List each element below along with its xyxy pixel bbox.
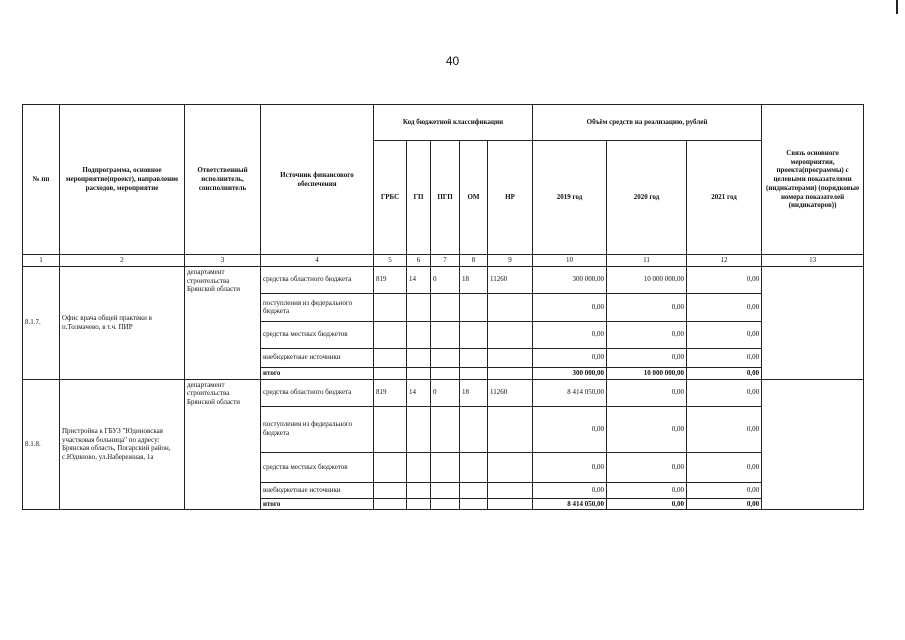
header-executor: Ответственный исполнитель, соисполнитель: [185, 105, 261, 255]
amount-2019: 300 000,00: [533, 266, 607, 293]
grbs-cell: 819: [374, 379, 407, 406]
amount-2019: 300 000,00: [533, 367, 607, 379]
header-2020: 2020 год: [607, 141, 687, 255]
om-cell: 18: [460, 266, 488, 293]
grbs-cell: [374, 482, 407, 498]
column-index: 12: [687, 255, 762, 267]
column-index: 8: [460, 255, 488, 267]
gp-cell: [407, 482, 431, 498]
om-cell: [460, 482, 488, 498]
grbs-cell: 819: [374, 266, 407, 293]
amount-2019: 8 414 050,00: [533, 379, 607, 406]
header-2019: 2019 год: [533, 141, 607, 255]
pgp-cell: [431, 321, 460, 348]
header-subprogram: Подпрограмма, основное мероприятие(проект), направление расходов, мероприятие: [60, 105, 185, 255]
source-cell: итого: [261, 498, 374, 510]
pgp-cell: [431, 482, 460, 498]
om-cell: [460, 452, 488, 482]
column-index: 13: [762, 255, 864, 267]
item-name: Пристройка к ГБУЗ "Юдиновская участковая больница" по адресу: Брянская область, Погарский район, с.Юдиново, ул.Набережная, 1а: [60, 379, 185, 510]
gp-cell: [407, 367, 431, 379]
amount-2019: 8 414 050,00: [533, 498, 607, 510]
amount-2020: 0,00: [607, 406, 687, 452]
grbs-cell: [374, 367, 407, 379]
pgp-cell: [431, 348, 460, 367]
amount-2020: 10 000 000,00: [607, 367, 687, 379]
column-index: 10: [533, 255, 607, 267]
amount-2021: 0,00: [687, 348, 762, 367]
om-cell: [460, 367, 488, 379]
column-index: 4: [261, 255, 374, 267]
amount-2020: 0,00: [607, 379, 687, 406]
item-number: 8.1.8.: [23, 379, 60, 510]
amount-2019: 0,00: [533, 482, 607, 498]
amount-2020: 0,00: [607, 348, 687, 367]
header-volume-group: Объём средств на реализацию, рублей: [533, 105, 762, 141]
amount-2019: 0,00: [533, 452, 607, 482]
item-number: 8.1.7.: [23, 266, 60, 379]
amount-2021: 0,00: [687, 367, 762, 379]
header-gp: ГП: [407, 141, 431, 255]
column-index: 5: [374, 255, 407, 267]
amount-2021: 0,00: [687, 266, 762, 293]
amount-2021: 0,00: [687, 452, 762, 482]
header-kbk-group: Код бюджетной классификации: [374, 105, 533, 141]
pgp-cell: 0: [431, 379, 460, 406]
gp-cell: [407, 321, 431, 348]
gp-cell: [407, 348, 431, 367]
nr-cell: [488, 321, 533, 348]
om-cell: 18: [460, 379, 488, 406]
amount-2019: 0,00: [533, 293, 607, 321]
amount-2019: 0,00: [533, 321, 607, 348]
pgp-cell: 0: [431, 266, 460, 293]
grbs-cell: [374, 452, 407, 482]
pgp-cell: [431, 367, 460, 379]
column-index: 11: [607, 255, 687, 267]
source-cell: средства местных бюджетов: [261, 452, 374, 482]
amount-2020: 0,00: [607, 452, 687, 482]
link-cell: [762, 379, 864, 510]
header-num: № пп: [23, 105, 60, 255]
column-index: 9: [488, 255, 533, 267]
header-2021: 2021 год: [687, 141, 762, 255]
om-cell: [460, 348, 488, 367]
source-cell: внебюджетные источники: [261, 482, 374, 498]
amount-2020: 0,00: [607, 293, 687, 321]
header-nr: НР: [488, 141, 533, 255]
nr-cell: [488, 452, 533, 482]
source-cell: итого: [261, 367, 374, 379]
item-name: Офис врача общей практики в п.Толмачево, в т.ч. ПИР: [60, 266, 185, 379]
om-cell: [460, 406, 488, 452]
budget-table: [22, 104, 864, 510]
amount-2019: 0,00: [533, 348, 607, 367]
amount-2021: 0,00: [687, 293, 762, 321]
column-index: 6: [407, 255, 431, 267]
om-cell: [460, 293, 488, 321]
amount-2020: 0,00: [607, 321, 687, 348]
source-cell: средства областного бюджета: [261, 266, 374, 293]
scan-edge-mark: [896, 0, 898, 14]
nr-cell: [488, 406, 533, 452]
page-number: 40: [445, 54, 460, 68]
amount-2020: 10 000 000,00: [607, 266, 687, 293]
nr-cell: [488, 348, 533, 367]
pgp-cell: [431, 498, 460, 510]
pgp-cell: [431, 452, 460, 482]
nr-cell: [488, 293, 533, 321]
source-cell: средства местных бюджетов: [261, 321, 374, 348]
amount-2019: 0,00: [533, 406, 607, 452]
amount-2021: 0,00: [687, 406, 762, 452]
amount-2021: 0,00: [687, 321, 762, 348]
column-index: 1: [23, 255, 60, 267]
grbs-cell: [374, 348, 407, 367]
grbs-cell: [374, 293, 407, 321]
amount-2021: 0,00: [687, 482, 762, 498]
source-cell: поступления из федерального бюджета: [261, 406, 374, 452]
amount-2021: 0,00: [687, 498, 762, 510]
amount-2020: 0,00: [607, 498, 687, 510]
nr-cell: 11260: [488, 266, 533, 293]
nr-cell: [488, 498, 533, 510]
column-index: 3: [185, 255, 261, 267]
pgp-cell: [431, 293, 460, 321]
gp-cell: [407, 293, 431, 321]
grbs-cell: [374, 321, 407, 348]
grbs-cell: [374, 406, 407, 452]
om-cell: [460, 498, 488, 510]
gp-cell: [407, 498, 431, 510]
grbs-cell: [374, 498, 407, 510]
header-om: ОМ: [460, 141, 488, 255]
header-grbs: ГРБС: [374, 141, 407, 255]
item-executor: департамент строительства Брянской области: [185, 266, 261, 379]
column-index: 2: [60, 255, 185, 267]
nr-cell: [488, 367, 533, 379]
nr-cell: 11260: [488, 379, 533, 406]
source-cell: внебюджетные источники: [261, 348, 374, 367]
header-source: Источник финансового обеспечения: [261, 105, 374, 255]
header-link: Связь основного мероприятия, проекта(программы) с целевыми показателями (индикаторами) (порядковые номера показателей (индикаторов)): [762, 105, 864, 255]
header-pgp: ПГП: [431, 141, 460, 255]
gp-cell: [407, 406, 431, 452]
column-index-row: [23, 255, 864, 267]
column-index: 7: [431, 255, 460, 267]
amount-2020: 0,00: [607, 482, 687, 498]
link-cell: [762, 266, 864, 379]
amount-2021: 0,00: [687, 379, 762, 406]
source-cell: средства областного бюджета: [261, 379, 374, 406]
table-row: [23, 379, 864, 406]
gp-cell: 14: [407, 379, 431, 406]
om-cell: [460, 321, 488, 348]
gp-cell: 14: [407, 266, 431, 293]
gp-cell: [407, 452, 431, 482]
item-executor: департамент строительства Брянской области: [185, 379, 261, 510]
nr-cell: [488, 482, 533, 498]
table-row: [23, 266, 864, 293]
pgp-cell: [431, 406, 460, 452]
source-cell: поступления из федерального бюджета: [261, 293, 374, 321]
